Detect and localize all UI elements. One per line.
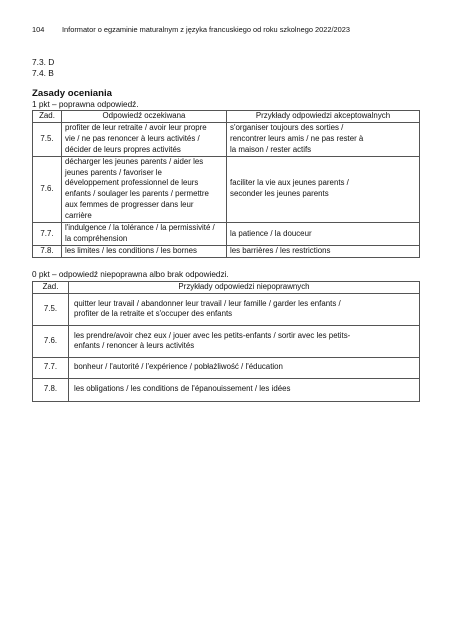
col-header-incorrect: Przykłady odpowiedzi niepoprawnych	[69, 282, 420, 294]
table-row	[33, 357, 420, 378]
incorrect-answer	[69, 378, 420, 401]
text-line: enfants / soulager les parents / permettre	[65, 189, 209, 199]
text-line: les limites / les conditions / les bornes	[65, 245, 198, 255]
text-line: les prendre/avoir chez eux / jouer avec les petits-enfants / sortir avec les petits-	[74, 330, 351, 340]
text-line: profiter de leur retraite / avoir leur propre	[65, 122, 207, 132]
expected-answer	[62, 156, 227, 222]
col-header-task: Zad.	[33, 282, 69, 294]
task-number: 7.8.	[33, 245, 62, 257]
text-line: les obligations / les conditions de l'épanouissement / les idées	[74, 384, 291, 394]
incorrect-answer	[69, 293, 420, 325]
text-line: bonheur / l'autorité / l'expérience / pobłażliwość / l'éducation	[74, 362, 283, 372]
text-line: l'indulgence / la tolérance / la permissivité /	[65, 223, 215, 233]
col-header-expected: Odpowiedź oczekiwana	[62, 111, 227, 123]
correct-answer-label: 1 pkt – poprawna odpowiedź.	[32, 100, 139, 109]
task-number: 7.7.	[33, 223, 62, 246]
accepted-answer	[227, 122, 420, 156]
text-line: les barrières / les restrictions	[230, 245, 331, 255]
task-number: 7.7.	[33, 357, 69, 378]
text-line: décider de leurs propres activités	[65, 144, 181, 154]
col-header-task: Zad.	[33, 111, 62, 123]
table-header-row	[33, 282, 420, 294]
text-line: quitter leur travail / abandonner leur travail / leur famille / garder les enfants /	[74, 298, 341, 308]
task-number: 7.5.	[33, 122, 62, 156]
expected-answer	[62, 223, 227, 246]
page-header	[32, 25, 350, 34]
expected-answer	[62, 122, 227, 156]
text-line: s'organiser toujours des sorties /	[230, 122, 344, 132]
text-line: la maison / rester actifs	[230, 144, 312, 154]
task-number: 7.6.	[33, 156, 62, 222]
text-line: faciliter la vie aux jeunes parents /	[230, 178, 349, 188]
page-number: 104	[32, 25, 45, 34]
task-number: 7.5.	[33, 293, 69, 325]
incorrect-answers-table	[32, 281, 420, 402]
table-row	[33, 378, 420, 401]
accepted-answers-table	[32, 110, 420, 258]
table-row	[33, 293, 420, 325]
accepted-answer	[227, 223, 420, 246]
text-line: carrière	[65, 211, 92, 221]
task-number: 7.8.	[33, 378, 69, 401]
text-line: profiter de la retraite et s'occuper des enfants	[74, 309, 233, 319]
answer-7-4: 7.4. B	[32, 68, 54, 78]
text-line: vie / ne pas renoncer à leurs activités /	[65, 133, 200, 143]
table-row	[33, 223, 420, 246]
table-row	[33, 122, 420, 156]
section-title: Zasady oceniania	[32, 88, 112, 99]
answer-list	[32, 57, 54, 79]
text-line: enfants / renoncer à leurs activités	[74, 341, 195, 351]
incorrect-answer	[69, 325, 420, 357]
header-title: Informator o egzaminie maturalnym z języka francuskiego od roku szkolnego 2022/2023	[62, 25, 350, 34]
text-line: la compréhension	[65, 233, 128, 243]
col-header-accepted: Przykłady odpowiedzi akceptowalnych	[227, 111, 420, 123]
text-line: aux femmes de progresser dans leur	[65, 200, 194, 210]
expected-answer	[62, 245, 227, 257]
text-line: décharger les jeunes parents / aider les	[65, 156, 204, 166]
table-row	[33, 156, 420, 222]
table-header-row	[33, 111, 420, 123]
accepted-answer	[227, 245, 420, 257]
incorrect-answer	[69, 357, 420, 378]
answer-7-3: 7.3. D	[32, 57, 55, 67]
text-line: seconder les jeunes parents	[230, 189, 329, 199]
text-line: jeunes parents / favoriser le	[65, 167, 162, 177]
incorrect-answer-label: 0 pkt – odpowiedź niepoprawna albo brak odpowiedzi.	[32, 270, 229, 279]
table-row	[33, 245, 420, 257]
accepted-answer	[227, 156, 420, 222]
table-row	[33, 325, 420, 357]
text-line: la patience / la douceur	[230, 228, 312, 238]
text-line: développement professionnel de leurs	[65, 178, 199, 188]
text-line: rencontrer leurs amis / ne pas rester à	[230, 133, 364, 143]
task-number: 7.6.	[33, 325, 69, 357]
